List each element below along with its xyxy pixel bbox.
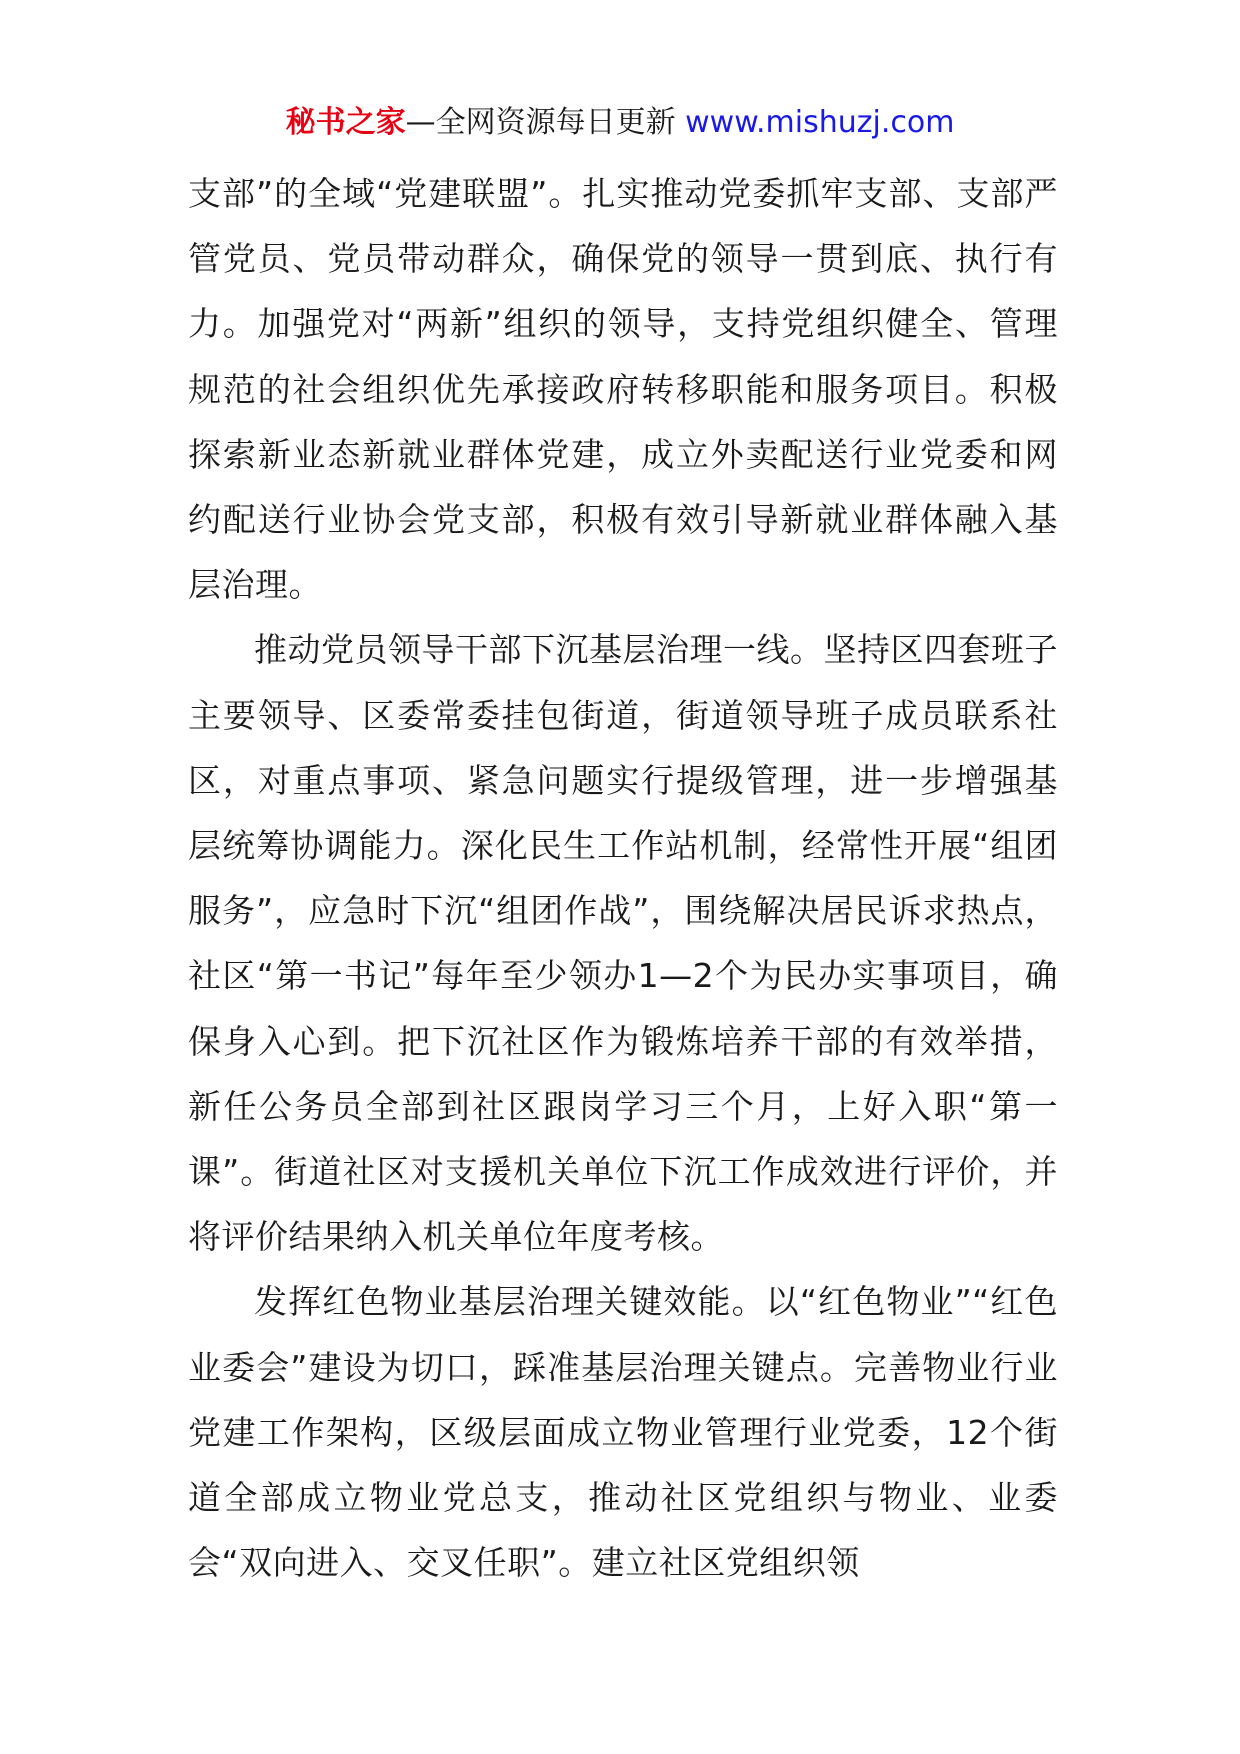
- brand-name: 秘书之家: [285, 105, 406, 140]
- body-paragraph-1: 支部”的全域“党建联盟”。扎实推动党委抓牢支部、支部严管党员、党员带动群众，确保党的领导一贯到底、执行有力。加强党对“两新”组织的领导，支持党组织健全、管理规范的社会组织优先承接政府转移职能和服务项目。积极探索新业态新就业群体党建，成立外卖配送行业党委和网约配送行业协会党支部，积极有效引导新就业群体融入基层治理。: [188, 174, 1058, 605]
- header-tagline: —全网资源每日更新: [405, 105, 676, 140]
- body-paragraph-3: 发挥红色物业基层治理关键效能。以“红色物业”“红色业委会”建设为切口，踩准基层治理关键点。完善物业行业党建工作架构，区级层面成立物业管理行业党委，12个街道全部成立物业党总支，推动社区党组织与物业、业委会“双向进入、交叉任职”。建立社区党组织领: [188, 1282, 1058, 1583]
- page-header: [0, 103, 1240, 143]
- body-paragraph-2: 推动党员领导干部下沉基层治理一线。坚持区四套班子主要领导、区委常委挂包街道，街道领导班子成员联系社区，对重点事项、紧急问题实行提级管理，进一步增强基层统筹协调能力。深化民生工作站机制，经常性开展“组团服务”，应急时下沉“组团作战”，围绕解决居民诉求热点，社区“第一书记”每年至少领办1—2个为民办实事项目，确保身入心到。把下沉社区作为锻炼培养干部的有效举措，新任公务员全部到社区跟岗学习三个月，上好入职“第一课”。街道社区对支援机关单位下沉工作成效进行评价，并将评价结果纳入机关单位年度考核。: [188, 630, 1058, 1257]
- document-body: [188, 161, 1058, 1595]
- site-url-link[interactable]: www.mishuzj.com: [685, 105, 955, 140]
